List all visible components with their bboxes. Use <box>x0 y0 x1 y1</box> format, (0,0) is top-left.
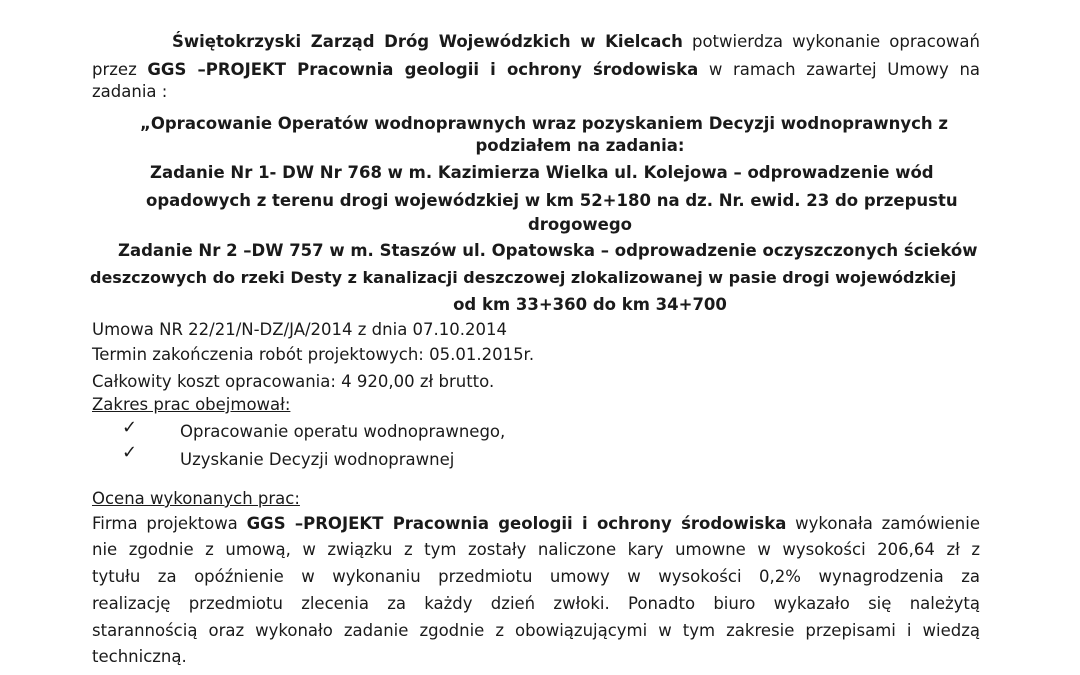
task1-line-3: drogowego <box>527 215 632 234</box>
evaluation-line-6: techniczną. <box>92 647 187 666</box>
scope-item-2: Uzyskanie Decyzji wodnoprawnej <box>180 450 455 469</box>
evaluation-line-4: realizację przedmiotu zlecenia za każdy dzień zwłoki. Ponadto biuro wykazało się należytą <box>92 594 980 613</box>
evaluation-heading: Ocena wykonanych prac: <box>92 489 300 508</box>
task2-line-2: deszczowych do rzeki Desty z kanalizacji deszczowej zlokalizowanej w pasie drogi wojewódzkiej <box>90 268 957 287</box>
evaluation-line-3: tytułu za opóźnienie w wykonaniu przedmiotu umowy w wysokości 0,2% wynagrodzenia za <box>92 567 980 586</box>
scope-item-1: Opracowanie operatu wodnoprawnego, <box>180 422 506 441</box>
intro-line-3: zadania : <box>92 82 168 101</box>
checkmark-icon: ✓ <box>122 442 138 463</box>
task1-line-2: opadowych z terenu drogi wojewódzkiej w km 52+180 na dz. Nr. ewid. 23 do przepustu <box>146 191 958 210</box>
issuer-name: Świętokrzyski Zarząd Dróg Wojewódzkich w Kielcach <box>172 32 683 51</box>
evaluation-line-5: starannością oraz wykonało zadanie zgodnie z obowiązującymi w tym zakresie przepisami i wiedzą <box>92 621 980 640</box>
checkmark-icon: ✓ <box>122 417 138 438</box>
intro-line-1: Świętokrzyski Zarząd Dróg Wojewódzkich w Kielcach potwierdza wykonanie opracowań <box>172 32 980 51</box>
project-title-line-1: „Opracowanie Operatów wodnoprawnych wraz pozyskaniem Decyzji wodnoprawnych z <box>140 114 948 133</box>
project-title-line-2: podziałem na zadania: <box>475 136 685 155</box>
contract-cost: Całkowity koszt opracowania: 4 920,00 zł brutto. <box>92 372 495 391</box>
evaluation-line-1: Firma projektowa GGS –PROJEKT Pracownia geologii i ochrony środowiska wykonała zamówienie <box>92 514 981 533</box>
task1-line-1: Zadanie Nr 1- DW Nr 768 w m. Kazimierza Wielka ul. Kolejowa – odprowadzenie wód <box>150 163 934 182</box>
contract-deadline: Termin zakończenia robót projektowych: 05.01.2015r. <box>92 345 535 364</box>
task2-line-3: od km 33+360 do km 34+700 <box>453 295 727 314</box>
scope-heading: Zakres prac obejmował: <box>92 395 291 414</box>
contractor-name: GGS –PROJEKT Pracownia geologii i ochrony środowiska <box>147 60 699 79</box>
contract-number: Umowa NR 22/21/N-DZ/JA/2014 z dnia 07.10.2014 <box>92 320 508 339</box>
evaluation-line-2: nie zgodnie z umową, w związku z tym zostały naliczone kary umowne w wysokości 206,64 zł z <box>92 540 980 559</box>
evaluation-contractor-name: GGS –PROJEKT Pracownia geologii i ochrony środowiska <box>246 514 787 533</box>
task2-line-1: Zadanie Nr 2 –DW 757 w m. Staszów ul. Opatowska – odprowadzenie oczyszczonych ścieków <box>118 241 978 260</box>
intro-line-2: przez GGS –PROJEKT Pracownia geologii i ochrony środowiska w ramach zawartej Umowy na <box>92 60 981 79</box>
